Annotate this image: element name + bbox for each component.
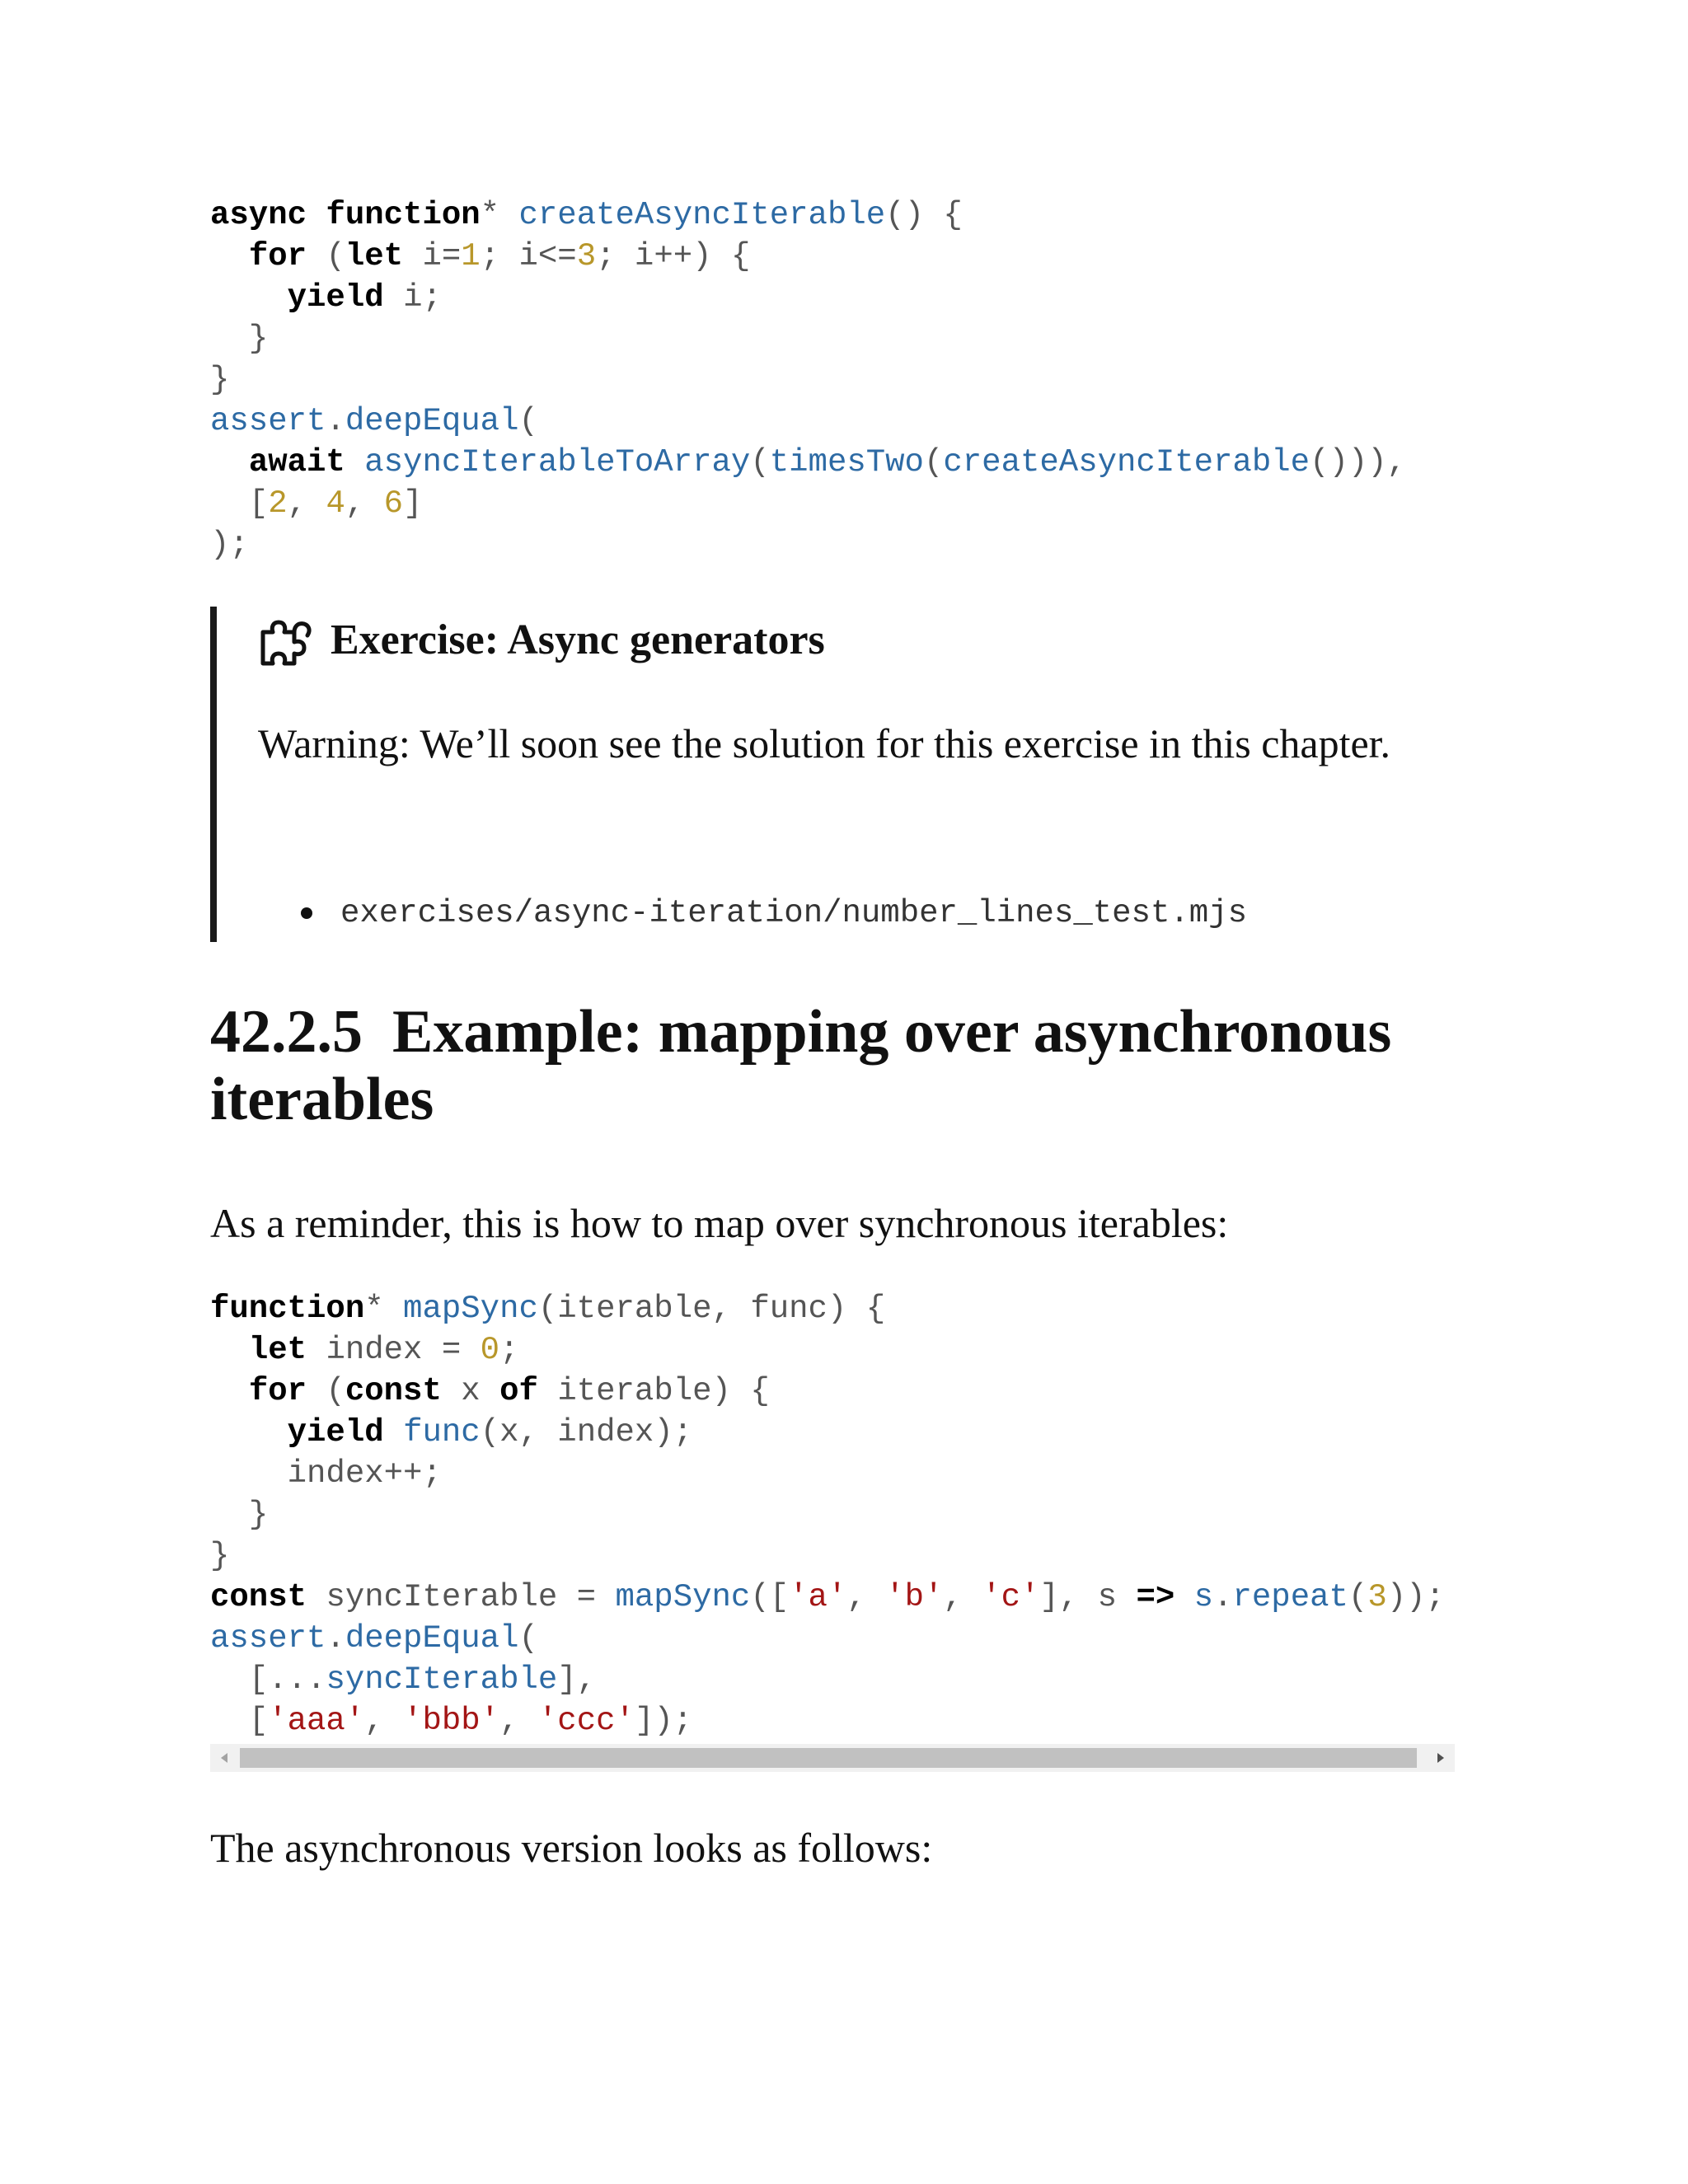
code-token: ; i<= [480, 238, 577, 274]
code-token: ( [326, 1373, 345, 1409]
exercise-title: Exercise: Async generators [331, 616, 825, 663]
exercise-header [258, 607, 825, 673]
code-token: ; [499, 1332, 519, 1368]
code-token: ], s [1039, 1579, 1137, 1615]
code-token: index++; [287, 1455, 442, 1492]
code-token: ([ [750, 1579, 790, 1615]
code-token: )); [1386, 1579, 1445, 1615]
code-token: 'c' [982, 1579, 1040, 1615]
code-token: deepEqual [345, 403, 519, 439]
exercise-file-path: exercises/async-iteration/number_lines_test.mjs [340, 895, 1247, 931]
code-token: (x, index); [480, 1414, 693, 1451]
code-token: } [210, 362, 230, 398]
code-token: function [326, 197, 481, 233]
code-token: of [499, 1373, 538, 1409]
code-token: 'a' [789, 1579, 847, 1615]
code-token: 3 [576, 238, 597, 274]
code-token: => [1136, 1579, 1175, 1615]
chevron-right-icon [1435, 1751, 1447, 1765]
code-token: } [248, 1497, 269, 1533]
code-token: index = [326, 1332, 481, 1368]
code-token: 2 [268, 485, 288, 522]
code-token: 0 [480, 1332, 500, 1368]
code-token: ( [518, 1620, 538, 1657]
code-token: , [345, 485, 384, 522]
code-token: createAsyncIterable [518, 197, 886, 233]
code-token: s [1193, 1579, 1214, 1615]
code-token: createAsyncIterable [943, 444, 1311, 480]
code-token: , [846, 1579, 886, 1615]
code-token: (iterable, func) { [537, 1291, 886, 1327]
code-token: } [210, 1538, 230, 1574]
paragraph: The asynchronous version looks as follows: [210, 1825, 933, 1871]
code-token: let [345, 238, 404, 274]
code-token: repeat [1232, 1579, 1348, 1615]
code-token: . [326, 403, 345, 439]
section-title: Example: mapping over asynchronous iterables [210, 998, 1392, 1133]
code-token: 'bbb' [403, 1703, 500, 1739]
code-token: , [287, 485, 326, 522]
code-token: 6 [383, 485, 404, 522]
code-token: i= [422, 238, 462, 274]
code-token: . [1213, 1579, 1233, 1615]
code-token: , [499, 1703, 538, 1739]
puzzle-icon [258, 611, 316, 668]
code-token: 3 [1367, 1579, 1387, 1615]
code-token: . [326, 1620, 345, 1657]
code-token: 'aaa' [268, 1703, 365, 1739]
code-token: await [248, 444, 345, 480]
code-token: const [210, 1579, 307, 1615]
exercise-file-item [301, 895, 1247, 931]
code-token: mapSync [615, 1579, 751, 1615]
code-token: assert [210, 403, 326, 439]
code-token: for [248, 238, 307, 274]
code-token: [ [248, 1703, 269, 1739]
code-token: deepEqual [345, 1620, 519, 1657]
code-token: syncIterable = [326, 1579, 616, 1615]
code-token: let [248, 1332, 307, 1368]
code-token: * [364, 1291, 384, 1327]
code-token: ); [210, 527, 249, 563]
code-token: ( [750, 444, 770, 480]
code-token: syncIterable [326, 1661, 558, 1698]
scroll-left-button[interactable] [210, 1744, 238, 1772]
chevron-left-icon [218, 1751, 230, 1765]
code-token: timesTwo [769, 444, 924, 480]
code-block-1 [210, 194, 1406, 565]
code-token: [ [248, 485, 269, 522]
code-token: i; [403, 279, 442, 316]
code-token: yield [287, 279, 384, 316]
code-token: 'ccc' [537, 1703, 635, 1739]
code-token: [... [248, 1661, 326, 1698]
code-token: const [345, 1373, 442, 1409]
code-token: ]); [634, 1703, 693, 1739]
code-token: ] [403, 485, 423, 522]
code-token: asyncIterableToArray [364, 444, 751, 480]
code-token: function [210, 1291, 365, 1327]
code-token: ; i++) { [596, 238, 751, 274]
bullet-icon [301, 907, 312, 919]
code-token: func [403, 1414, 481, 1451]
code-token: * [480, 197, 500, 233]
exercise-callout [210, 607, 1453, 942]
scrollbar-thumb[interactable] [240, 1748, 1417, 1768]
horizontal-scrollbar[interactable] [210, 1744, 1455, 1772]
code-token: ], [557, 1661, 597, 1698]
code-token: 'b' [885, 1579, 944, 1615]
code-token: , [364, 1703, 404, 1739]
code-token: iterable) { [557, 1373, 770, 1409]
code-token: assert [210, 1620, 326, 1657]
code-token: , [943, 1579, 982, 1615]
section-number: 42.2.5 [210, 998, 363, 1066]
code-token: ( [923, 444, 944, 480]
code-token: x [461, 1373, 481, 1409]
code-token: ( [1348, 1579, 1368, 1615]
code-token: () { [885, 197, 963, 233]
code-token: ())), [1310, 444, 1407, 480]
code-token: 1 [461, 238, 481, 274]
code-token: ( [326, 238, 345, 274]
code-token: yield [287, 1414, 384, 1451]
code-token: for [248, 1373, 307, 1409]
code-token: mapSync [403, 1291, 538, 1327]
code-block-2 [210, 1288, 1445, 1741]
exercise-warning: Warning: We’ll soon see the solution for this exercise in this chapter. [258, 720, 1391, 766]
code-token: ( [518, 403, 538, 439]
paragraph: As a reminder, this is how to map over synchronous iterables: [210, 1200, 1229, 1246]
code-token: 4 [326, 485, 345, 522]
code-token: } [248, 321, 269, 357]
code-token: async [210, 197, 307, 233]
scroll-right-button[interactable] [1427, 1744, 1455, 1772]
section-heading [210, 998, 1447, 1133]
